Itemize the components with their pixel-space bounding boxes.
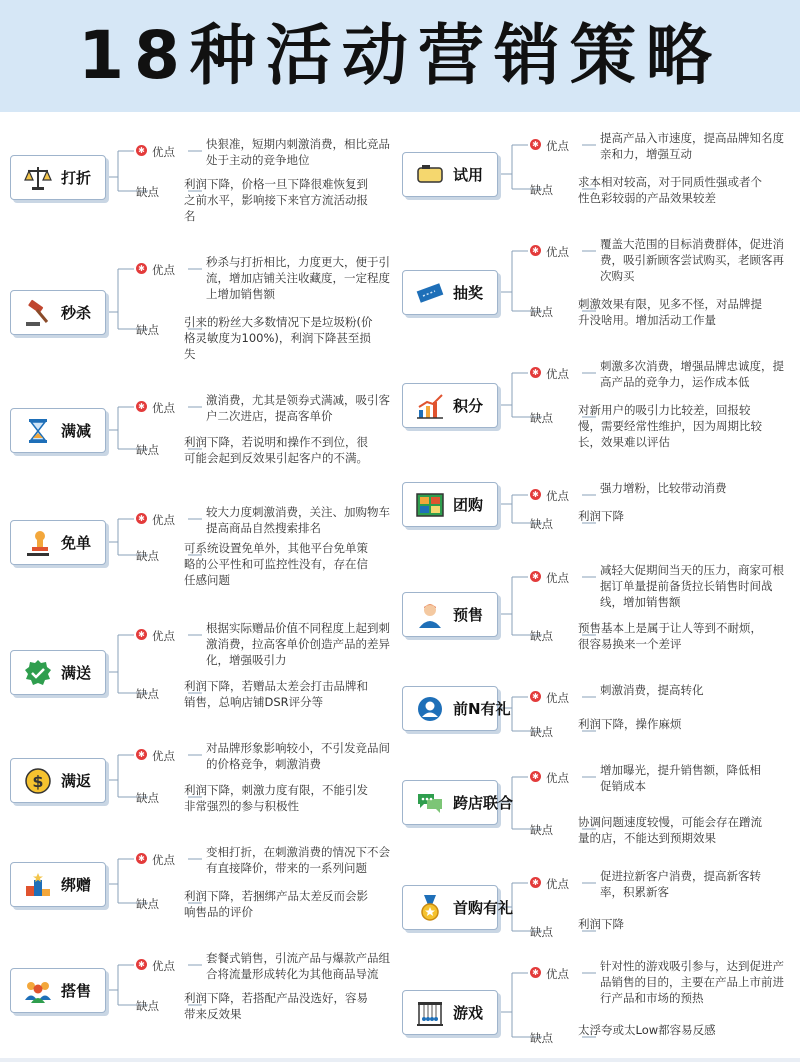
cons-line: 名 — [184, 209, 196, 223]
cons-label: 缺点 — [530, 1031, 553, 1045]
cons-label: 缺点 — [530, 925, 553, 939]
pros-label: 优点 — [546, 877, 569, 891]
right-strategy-node — [402, 686, 511, 731]
right-strategy-node — [402, 885, 514, 930]
pros-line: 亲和力，增强互动 — [600, 147, 692, 161]
pros-label: 优点 — [546, 489, 569, 503]
cons-line: 略的公平性和可监控性没有，存在信 — [184, 557, 368, 571]
pros-line: 变相打折，在刺激消费的情况下不会 — [206, 845, 390, 859]
pros-line: 处于主动的竞争地位 — [206, 153, 310, 167]
pros-text — [600, 358, 784, 390]
pros-line: 刺激消费，提高转化 — [600, 683, 704, 697]
pros-star-icon: ✱ — [530, 571, 541, 582]
right-strategy-node — [402, 990, 498, 1035]
cons-line: 性色彩较弱的产品效果较差 — [578, 191, 716, 205]
strategy-name: 预售 — [453, 606, 484, 624]
newtons-cradle-icon — [415, 998, 445, 1028]
left-strategy-node — [10, 155, 106, 200]
cons-line: 利润下降，若赠品太差会打击品牌和 — [184, 679, 368, 693]
pros-line: 流，增加店铺关注收藏度，一定程度 — [206, 271, 390, 285]
pros-line: 根据实际赠品价值不同程度上起到刺 — [206, 621, 390, 635]
pros-line: 的价格竞争，刺激消费 — [206, 757, 321, 771]
cons-line: 太浮夸或太Low都容易反感 — [578, 1023, 716, 1037]
pros-label: 优点 — [152, 629, 175, 643]
dollar-coin-icon — [23, 766, 53, 796]
cons-line: 利润下降，价格一旦下降很难恢复到 — [184, 177, 368, 191]
pros-text — [206, 254, 390, 302]
pros-star-icon: ✱ — [136, 959, 147, 970]
pros-label: 优点 — [546, 571, 569, 585]
cons-text — [578, 916, 624, 932]
pros-text — [600, 130, 784, 162]
pros-line: 品销售的目的，主要在产品上市前进 — [600, 975, 784, 989]
pros-line: 提高产品入市速度，提高品牌知名度 — [600, 131, 784, 145]
pros-label: 优点 — [546, 139, 569, 153]
pros-text — [206, 504, 390, 536]
page-title: 18种活动营销策略 — [78, 17, 722, 94]
cons-text — [578, 814, 762, 846]
strategy-name: 绑赠 — [61, 876, 92, 894]
cons-label: 缺点 — [530, 411, 553, 425]
pros-line: 行产品和市场的预热 — [600, 991, 704, 1005]
pros-line: 减轻大促期间当天的压力，商家可根 — [600, 563, 784, 577]
right-strategy-node — [402, 592, 498, 637]
pros-star-icon: ✱ — [530, 967, 541, 978]
cons-label: 缺点 — [136, 999, 159, 1013]
pros-line: 套餐式销售，引流产品与爆款产品组 — [206, 951, 390, 965]
cons-text — [578, 296, 762, 328]
strategy-name: 满返 — [61, 772, 92, 790]
cons-text — [184, 990, 368, 1022]
cons-label: 缺点 — [530, 823, 553, 837]
strategy-name: 抽奖 — [453, 284, 484, 302]
pros-label: 优点 — [152, 749, 175, 763]
pros-label: 优点 — [152, 513, 175, 527]
pros-line: 强力增粉，比较带动消费 — [600, 481, 727, 495]
pros-text — [206, 392, 390, 424]
strategy-name: 满送 — [61, 664, 92, 682]
pros-text — [600, 868, 761, 900]
cons-line: 利润下降，操作麻烦 — [578, 717, 682, 731]
pros-star-icon: ✱ — [136, 401, 147, 412]
cons-line: 响售品的评价 — [184, 905, 253, 919]
cons-text — [578, 508, 624, 524]
cons-text — [578, 716, 682, 732]
pros-line: 刺激多次消费，增强品牌忠诚度，提 — [600, 359, 784, 373]
pros-line: 次购买 — [600, 269, 635, 283]
cons-line: 利润下降 — [578, 509, 624, 523]
pros-star-icon: ✱ — [136, 749, 147, 760]
left-strategy-node — [10, 968, 106, 1013]
pros-label: 优点 — [546, 771, 569, 785]
pros-text — [206, 844, 390, 876]
left-strategy-node — [10, 520, 106, 565]
cons-line: 销售，总响店铺DSR评分等 — [184, 695, 324, 709]
pros-line: 化，增强吸引力 — [206, 653, 287, 667]
right-strategy-node — [402, 270, 498, 315]
cons-line: 引来的粉丝大多数情况下是垃圾粉(价 — [184, 315, 373, 329]
cons-line: 之前水平，影响接下来官方流活动报 — [184, 193, 368, 207]
cons-label: 缺点 — [530, 629, 553, 643]
pros-label: 优点 — [152, 959, 175, 973]
cons-line: 量的店，不能达到预期效果 — [578, 831, 716, 845]
hourglass-icon — [23, 416, 53, 446]
pros-star-icon: ✱ — [530, 877, 541, 888]
strategy-name: 首购有礼 — [453, 899, 514, 917]
cons-text — [184, 782, 368, 814]
pros-star-icon: ✱ — [136, 513, 147, 524]
person-icon — [415, 600, 445, 630]
pros-line: 据订单量提前备货拉长销售时间战 — [600, 579, 773, 593]
pros-star-icon: ✱ — [530, 691, 541, 702]
pros-star-icon: ✱ — [136, 145, 147, 156]
cons-label: 缺点 — [136, 443, 159, 457]
pros-line: 覆盖大范围的目标消费群体，促进消 — [600, 237, 784, 251]
divider — [0, 112, 800, 115]
svg-text:$: $ — [32, 771, 44, 791]
pros-line: 增加曝光，提升销售额，降低相 — [600, 763, 761, 777]
pros-text — [600, 958, 784, 1006]
ticket-icon — [415, 278, 445, 308]
pros-line: 针对性的游戏吸引参与，达到促进产 — [600, 959, 784, 973]
pros-line: 促进拉新客户消费，提高新客转 — [600, 869, 761, 883]
pros-line: 上增加销售额 — [206, 287, 275, 301]
pros-text — [206, 950, 390, 982]
pros-text — [600, 562, 784, 610]
strategy-name: 搭售 — [61, 982, 92, 1000]
cons-label: 缺点 — [530, 305, 553, 319]
cons-text — [184, 314, 373, 362]
cons-line: 失 — [184, 347, 196, 361]
cons-line: 可系统设置免单外，其他平台免单策 — [184, 541, 368, 555]
pros-line: 促销成本 — [600, 779, 646, 793]
user-circle-icon — [415, 694, 445, 724]
bar-chart-icon — [415, 391, 445, 421]
pros-star-icon: ✱ — [136, 629, 147, 640]
cons-line: 利润下降，若说明和操作不到位，很 — [184, 435, 368, 449]
right-strategy-node — [402, 780, 514, 825]
mind-map — [0, 118, 800, 1062]
pros-star-icon: ✱ — [136, 263, 147, 274]
pros-line: 快狠准，短期内刺激消费，相比竞品 — [206, 137, 390, 151]
medal-icon — [415, 893, 445, 923]
pros-line: 秒杀与打折相比，力度更大，便于引 — [206, 255, 390, 269]
left-strategy-node — [10, 650, 106, 695]
cons-line: 任感问题 — [184, 573, 230, 587]
cons-line: 利润下降 — [578, 917, 624, 931]
pros-text — [206, 136, 390, 168]
cons-text — [578, 402, 762, 450]
stamp-icon — [23, 528, 53, 558]
chat-bubbles-icon — [415, 788, 445, 818]
cons-text — [578, 1022, 716, 1038]
strategy-name: 试用 — [453, 166, 484, 184]
cons-line: 协调问题速度较慢，可能会存在蹭流 — [578, 815, 762, 829]
pros-label: 优点 — [546, 967, 569, 981]
pros-label: 优点 — [152, 853, 175, 867]
pros-star-icon: ✱ — [136, 853, 147, 864]
pros-line: 提高商品自然搜索排名 — [206, 521, 321, 535]
pros-star-icon: ✱ — [530, 367, 541, 378]
cons-text — [184, 540, 368, 588]
gavel-icon — [23, 298, 53, 328]
cons-label: 缺点 — [136, 549, 159, 563]
cons-line: 可能会起到反效果引起客户的不满。 — [184, 451, 368, 465]
cons-label: 缺点 — [136, 323, 159, 337]
pros-text — [600, 480, 727, 496]
pros-label: 优点 — [152, 263, 175, 277]
cons-line: 很容易换来一个差评 — [578, 637, 682, 651]
cons-label: 缺点 — [136, 687, 159, 701]
cons-line: 利润下降，若捆绑产品太差反而会影 — [184, 889, 368, 903]
pros-line: 激消费，拉高客单价创造产品的差异 — [206, 637, 390, 651]
cons-text — [184, 678, 368, 710]
strategy-name: 秒杀 — [61, 304, 92, 322]
right-strategy-node — [402, 482, 498, 527]
badge-check-icon — [23, 658, 53, 688]
pros-text — [600, 682, 704, 698]
group-icon — [23, 976, 53, 1006]
cons-text — [184, 176, 368, 224]
bottom-strip — [0, 1058, 800, 1062]
pros-star-icon: ✱ — [530, 139, 541, 150]
podium-icon — [23, 870, 53, 900]
pros-line: 高产品的竞争力，运作成本低 — [600, 375, 750, 389]
pros-label: 优点 — [546, 245, 569, 259]
cons-line: 刺激效果有限，见多不怪，对品牌提 — [578, 297, 762, 311]
cons-line: 升没啥用。增加活动工作量 — [578, 313, 716, 327]
pros-text — [206, 740, 390, 772]
cons-text — [578, 174, 762, 206]
cons-label: 缺点 — [530, 725, 553, 739]
pros-line: 费，吸引新顾客尝试购买，老顾客再 — [600, 253, 784, 267]
pros-text — [206, 620, 390, 668]
puzzle-board-icon — [415, 490, 445, 520]
pros-label: 优点 — [546, 691, 569, 705]
pros-line: 户二次进店，提高客单价 — [206, 409, 333, 423]
pros-line: 有直接降价，带来的一系列问题 — [206, 861, 367, 875]
pros-line: 合将流量形成转化为其他商品导流 — [206, 967, 379, 981]
pros-text — [600, 762, 761, 794]
cons-line: 带来反效果 — [184, 1007, 242, 1021]
strategy-name: 积分 — [453, 397, 484, 415]
cons-line: 对新用户的吸引力比较差，回报较 — [578, 403, 751, 417]
pros-line: 率，积累新客 — [600, 885, 669, 899]
pros-label: 优点 — [546, 367, 569, 381]
pros-star-icon: ✱ — [530, 245, 541, 256]
strategy-name: 满减 — [61, 422, 92, 440]
pros-line: 对品牌形象影响较小，不引发竞品间 — [206, 741, 390, 755]
strategy-name: 免单 — [61, 534, 92, 552]
cons-text — [184, 888, 368, 920]
strategy-name: 打折 — [61, 169, 92, 187]
right-strategy-node — [402, 152, 498, 197]
pros-star-icon: ✱ — [530, 489, 541, 500]
strategy-name: 团购 — [453, 496, 484, 514]
pros-text — [600, 236, 784, 284]
cons-line: 格灵敏度为100%)，利润下降甚至损 — [184, 331, 371, 345]
cons-text — [578, 620, 762, 652]
strategy-name: 前N有礼 — [453, 700, 511, 718]
cons-label: 缺点 — [530, 183, 553, 197]
cons-label: 缺点 — [136, 791, 159, 805]
cons-text — [184, 434, 368, 466]
cons-line: 求本相对较高，对于同质性强或者个 — [578, 175, 762, 189]
cons-line: 利润下降，刺激力度有限，不能引发 — [184, 783, 368, 797]
cons-line: 长，效果难以评估 — [578, 435, 670, 449]
left-strategy-node — [10, 758, 106, 803]
right-strategy-node — [402, 383, 498, 428]
strategy-name: 游戏 — [453, 1004, 484, 1022]
left-strategy-node — [10, 862, 106, 907]
pros-label: 优点 — [152, 145, 175, 159]
sample-icon — [415, 160, 445, 190]
cons-line: 非常强烈的参与积极性 — [184, 799, 299, 813]
pros-line: 激消费，尤其是领券式满减，吸引客 — [206, 393, 390, 407]
pros-line: 线，增加销售额 — [600, 595, 681, 609]
cons-line: 预售基本上是属于让人等到不耐烦， — [578, 621, 762, 635]
cons-line: 慢，需要经常性维护，因为周期比较 — [578, 419, 762, 433]
cons-label: 缺点 — [136, 185, 159, 199]
scale-icon — [23, 163, 53, 193]
pros-line: 较大力度刺激消费，关注、加购物车 — [206, 505, 390, 519]
left-strategy-node — [10, 290, 106, 335]
pros-label: 优点 — [152, 401, 175, 415]
left-strategy-node — [10, 408, 106, 453]
cons-label: 缺点 — [136, 897, 159, 911]
cons-label: 缺点 — [530, 517, 553, 531]
strategy-name: 跨店联合 — [453, 794, 514, 812]
pros-star-icon: ✱ — [530, 771, 541, 782]
cons-line: 利润下降，若搭配产品没选好，容易 — [184, 991, 368, 1005]
